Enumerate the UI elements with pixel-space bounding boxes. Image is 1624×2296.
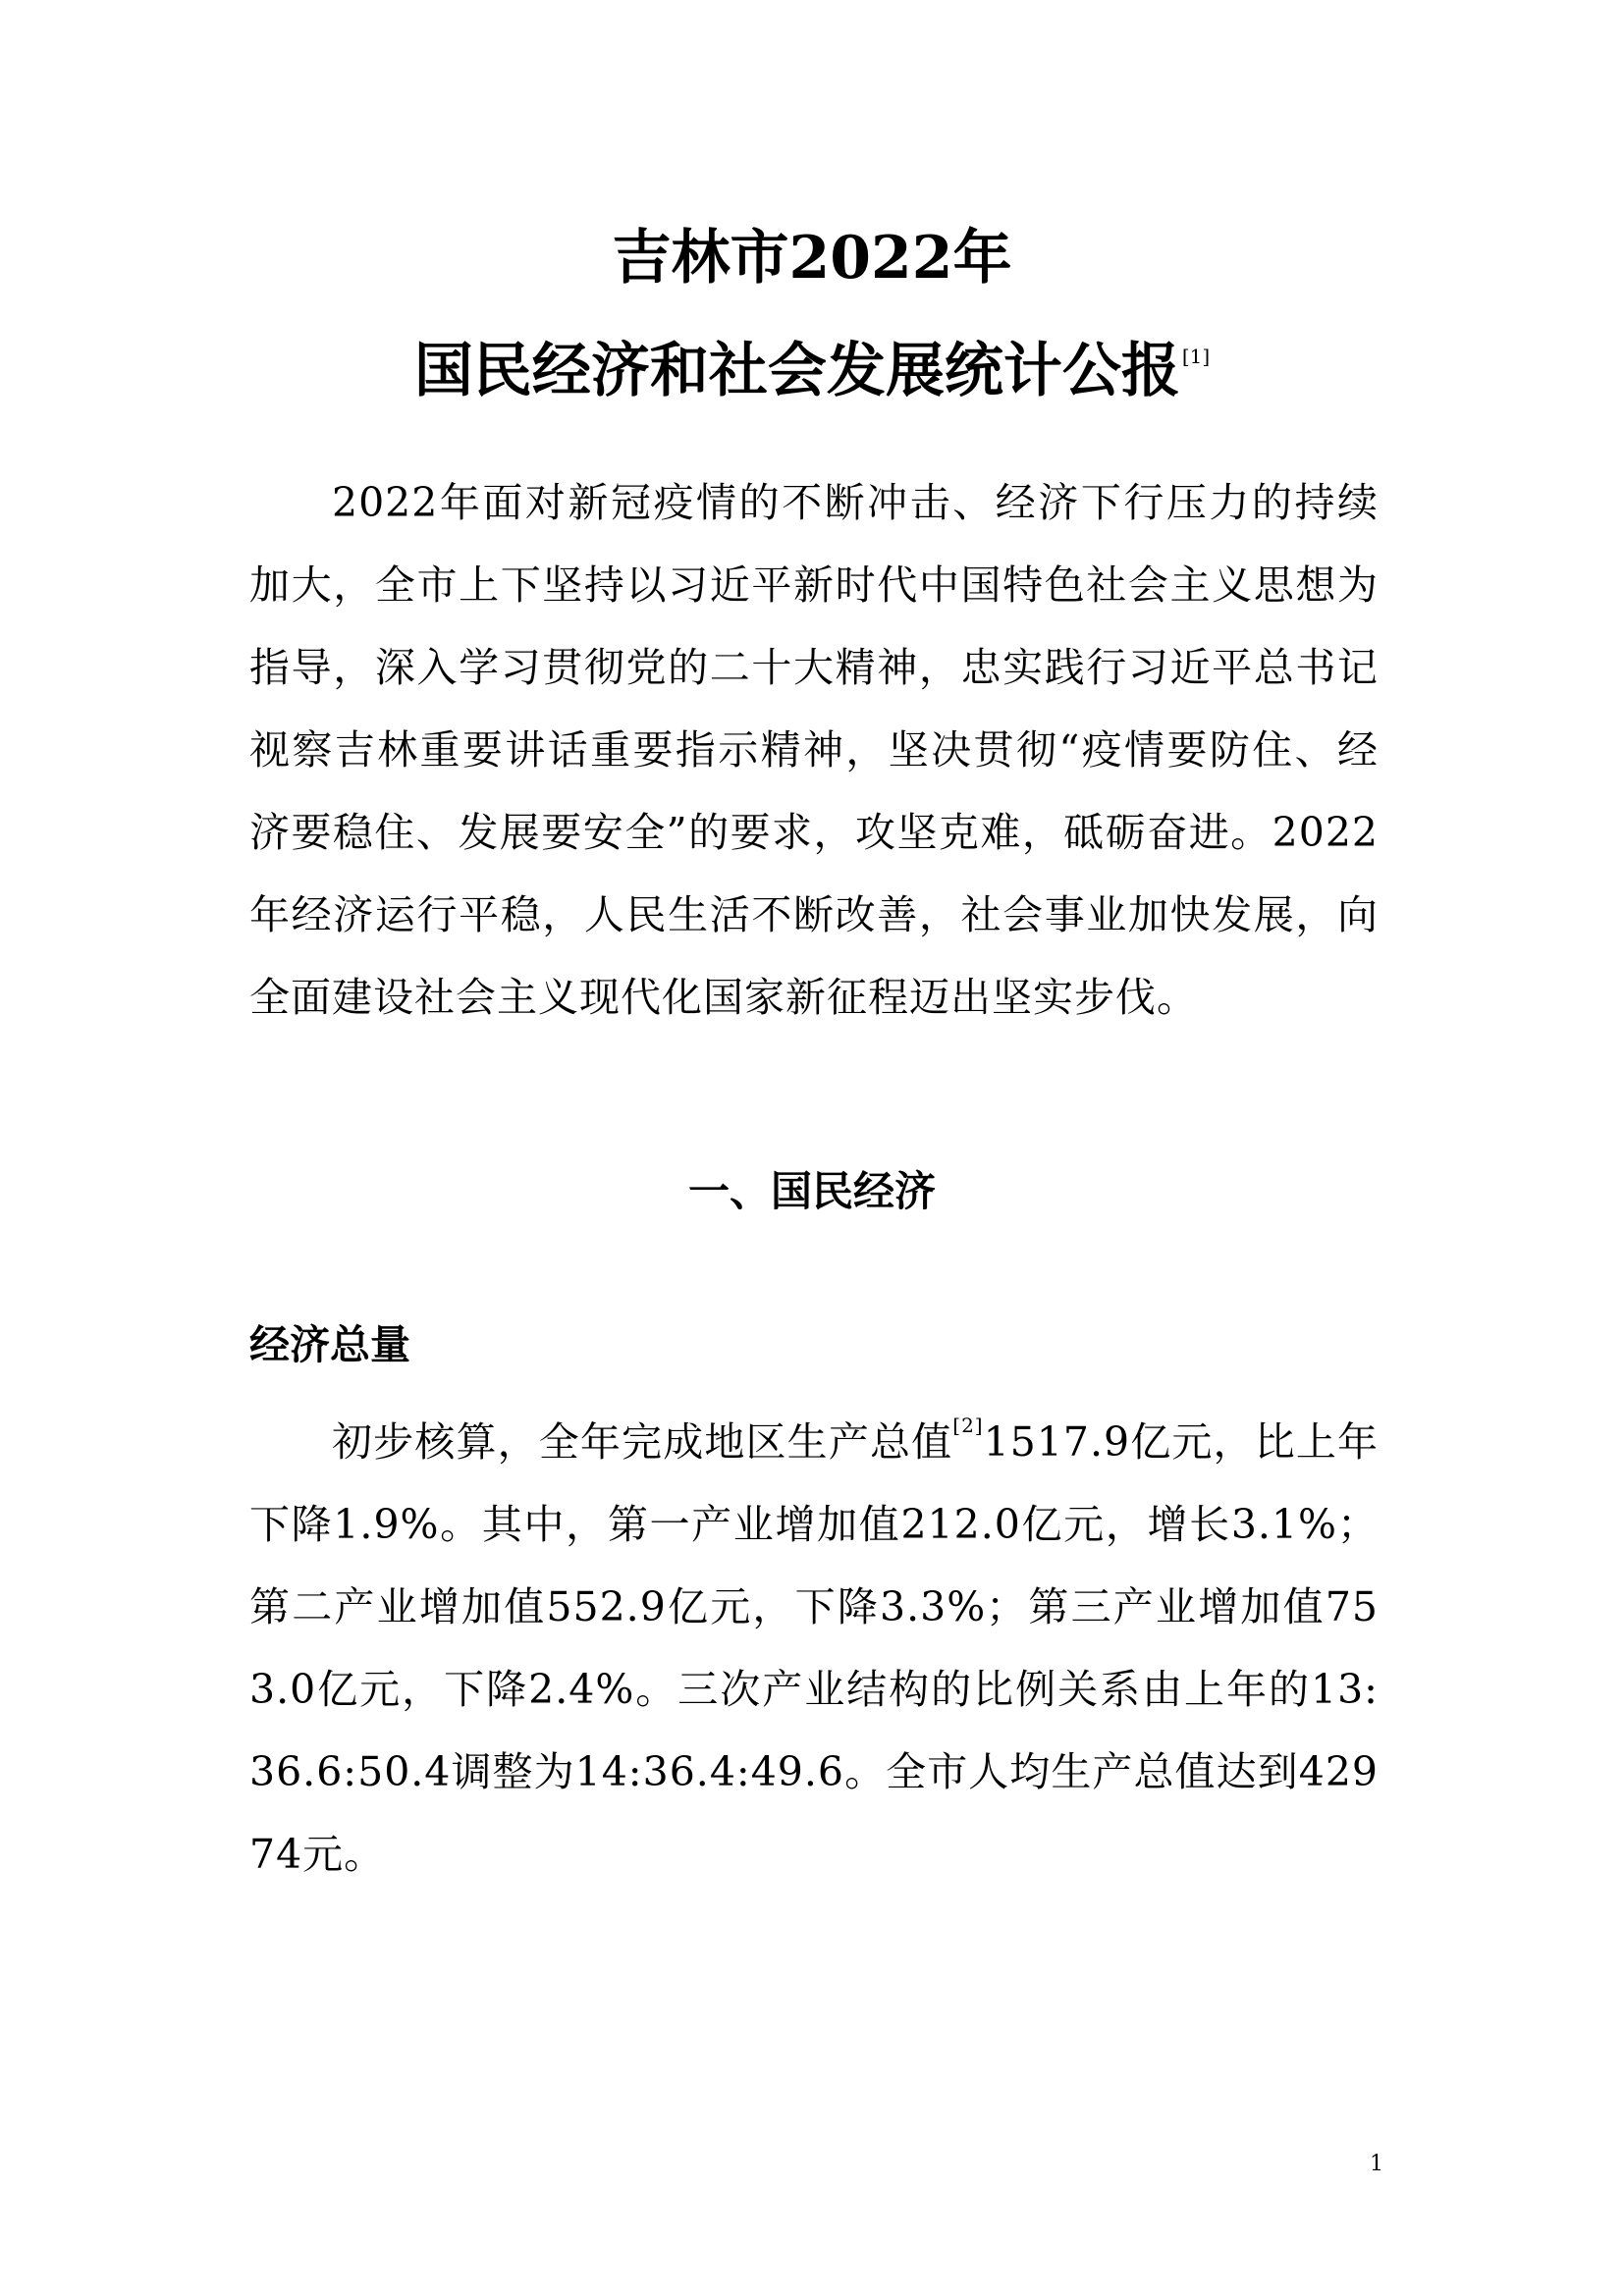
document-title-line1 <box>0 214 1624 302</box>
page-number: 1 <box>1370 2152 1383 2176</box>
document-title-line2 <box>0 312 1624 415</box>
section-heading: 一、国民经济 <box>687 1167 936 1215</box>
title-line1-text: 吉林市2022年 <box>612 224 1012 293</box>
para2-text-rest: 1517.9亿元，比上年下降1.9%。其中，第一产业增加值212.0亿元，增长3.1%；第二产业增加值552.9亿元，下降3.3%；第三产业增加值753.0亿元，下降2.4%。三次产业结构的比例关系由上年的13:36.6:50.4调整为14:36.4:49.6。全市人均生产总值达到42974元。 <box>249 1418 1379 1878</box>
intro-paragraph: 2022年面对新冠疫情的不断冲击、经济下行压力的持续加大，全市上下坚持以习近平新时代中国特色社会主义思想为指导，深入学习贯彻党的二十大精神，忠实践行习近平总书记视察吉林重要讲话重要指示精神，坚决贯彻“疫情要防住、经济要稳住、发展要安全”的要求，攻坚克难，砥砺奋进。2022年经济运行平稳，人民生活不断改善，社会事业加快发展，向全面建设社会主义现代化国家新征程迈出坚实步伐。 <box>249 479 1379 1021</box>
title-line2-text: 国民经济和社会发展统计公报 <box>413 337 1180 405</box>
para2-footnote-marker: [2] <box>952 1414 984 1437</box>
subsection-heading: 经济总量 <box>249 1321 410 1368</box>
para2-text-start: 初步核算，全年完成地区生产总值 <box>332 1418 953 1466</box>
title-footnote-marker: [1] <box>1181 345 1211 368</box>
economy-total-paragraph <box>249 1384 1379 1896</box>
